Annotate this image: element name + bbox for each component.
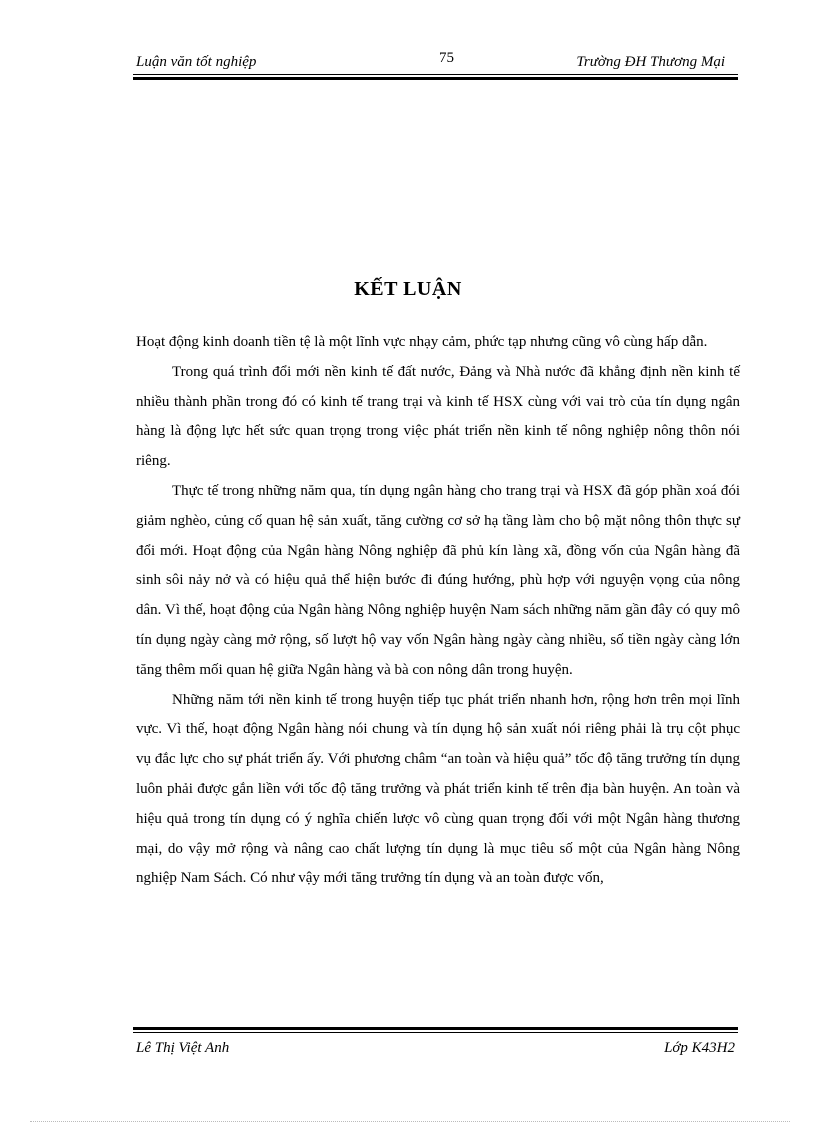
footer-rule-thin [133, 1032, 738, 1033]
paragraph: Thực tế trong những năm qua, tín dụng ngân hàng cho trang trại và HSX đã góp phần xoá đói giảm nghèo, củng cố quan hệ sản xuất, tăng cường cơ sở hạ tầng làm cho bộ mặt nông thôn thực sự đổi mới. Hoạt động của Ngân hàng Nông nghiệp đã phủ kín làng xã, đồng vốn của Ngân hàng đã sinh sôi nảy nở và có hiệu quả thể hiện bước đi đúng hướng, phù hợp với nguyện vọng của nông dân. Vì thế, hoạt động của Ngân hàng Nông nghiệp huyện Nam sách những năm gần đây có quy mô tín dụng ngày càng mở rộng, số lượt hộ vay vốn Ngân hàng ngày càng nhiều, số tiền ngày càng lớn tăng thêm mối quan hệ giữa Ngân hàng và bà con nông dân trong huyện. [136, 482, 740, 678]
page-title: KẾT LUẬN [354, 278, 462, 300]
footer-author: Lê Thị Việt Anh [136, 1040, 230, 1056]
page-footer [133, 1040, 738, 1064]
footer-class: Lớp K43H2 [664, 1040, 735, 1056]
header-rule-thin [133, 74, 738, 75]
footer-rule-thick [133, 1027, 738, 1030]
body-text [136, 328, 740, 894]
header-university-label: Trường ĐH Thương Mại [576, 54, 725, 70]
header-rule-thick [133, 77, 738, 80]
paragraph: Những năm tới nền kinh tế trong huyện tiếp tục phát triển nhanh hơn, rộng hơn trên mọi lĩnh vực. Vì thế, hoạt động Ngân hàng nói chung và tín dụng hộ sản xuất nói riêng phải là trụ cột phục vụ đắc lực cho sự phát triển ấy. Với phương châm “an toàn và hiệu quả” tốc độ tăng trưởng tín dụng luôn phải được gắn liền với tốc độ tăng trưởng và phát triển kinh tế trên địa bàn huyện. An toàn và hiệu quả trong tín dụng có ý nghĩa chiến lược vô cùng quan trọng đối với một Ngân hàng thương mại, do vậy mở rộng và nâng cao chất lượng tín dụng là mục tiêu số một của Ngân hàng Nông nghiệp Nam Sách. Có như vậy mới tăng trưởng tín dụng và an toàn được vốn, [136, 691, 740, 887]
page-number: 75 [439, 50, 454, 66]
header-thesis-label: Luận văn tốt nghiệp [136, 54, 257, 70]
paragraph: Trong quá trình đổi mới nền kinh tế đất nước, Đảng và Nhà nước đã khẳng định nền kinh tế nhiều thành phần trong đó có kinh tế trang trại và kinh tế HSX cùng với vai trò của tín dụng ngân hàng là động lực hết sức quan trọng trong việc phát triển nền kinh tế nông nghiệp nông thôn nói riêng. [136, 363, 740, 470]
paragraph: Hoạt động kinh doanh tiền tệ là một lĩnh vực nhạy cảm, phức tạp nhưng cũng vô cùng hấp dẫn. [136, 334, 708, 350]
